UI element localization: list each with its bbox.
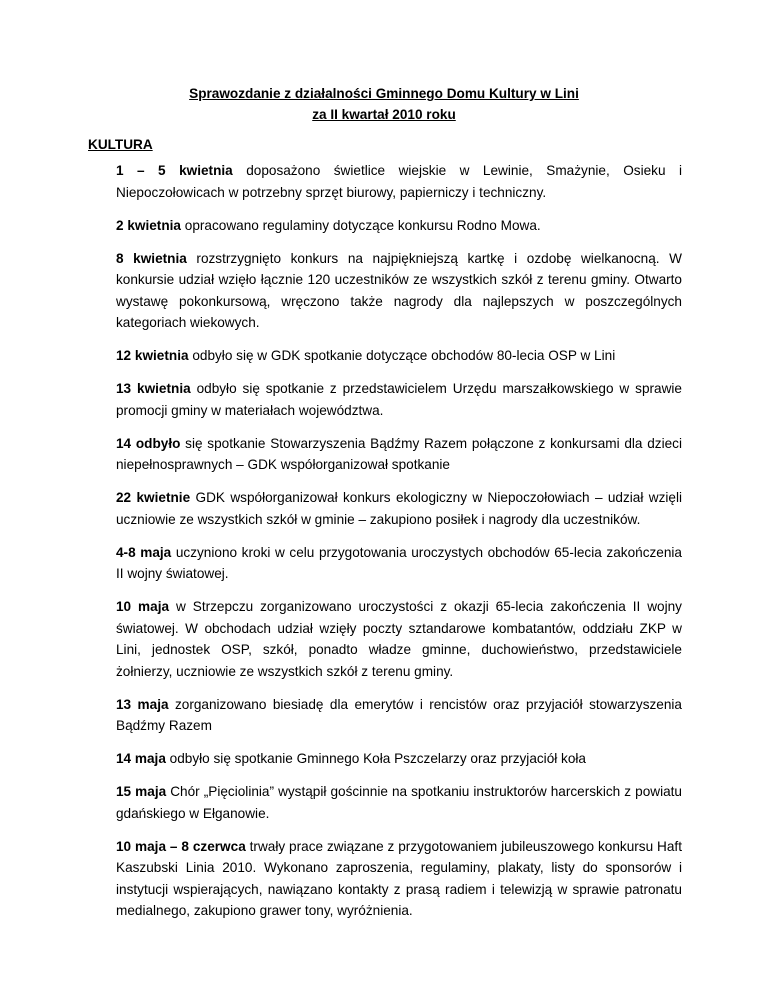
entry-text: GDK współorganizował konkurs ekologiczny w Niepoczołowiach – udział wzięli uczniowie ze wszystkich szkół w gminie – zakupiono posiłek i nagrody dla uczestników. — [116, 490, 682, 527]
entry-date: 22 kwietnie — [116, 490, 191, 505]
entry-date: 13 kwietnia — [116, 381, 191, 396]
entry-text: opracowano regulaminy dotyczące konkursu Rodno Mowa. — [180, 217, 541, 233]
entry-text: doposażono świetlice wiejskie w Lewinie, Smażynie, Osieku i Niepoczołowicach w potrzebny sprzęt biurowy, papierniczy i techniczny. — [116, 163, 682, 200]
entry — [116, 781, 682, 824]
entry-text: odbyło się spotkanie z przedstawicielem Urzędu marszałkowskiego w sprawie promocji gminy w materiałach województwa. — [116, 381, 682, 418]
document-subtitle: za II kwartał 2010 roku — [312, 107, 456, 122]
entry-date: 10 maja – 8 czerwca — [116, 838, 246, 854]
entries-list — [116, 160, 682, 933]
section-heading: KULTURA — [88, 137, 153, 152]
entry-text: uczyniono kroki w celu przygotowania uroczystych obchodów 65-lecia zakończenia II wojny światowej. — [116, 544, 682, 581]
entry-date: 1 – 5 kwietnia — [116, 163, 233, 178]
entry — [116, 378, 682, 421]
entry-date: 8 kwietnia — [116, 250, 187, 266]
entry-text: się spotkanie Stowarzyszenia Bądźmy Razem połączone z konkursami dla dzieci niepełnosprawnych – GDK współorganizował spotkanie — [116, 435, 682, 472]
entry — [116, 836, 682, 922]
entry-text: Chór „Pięciolinia” wystąpił gościnnie na spotkaniu instruktorów harcerskich z powiatu gdańskiego w Ełganowie. — [116, 784, 682, 821]
entry-date: 2 kwietnia — [116, 217, 181, 233]
entry — [116, 160, 682, 203]
entry — [116, 215, 682, 237]
entry-date: 10 maja — [116, 599, 170, 614]
entry — [116, 345, 682, 367]
entry — [116, 748, 682, 770]
entry-text: rozstrzygnięto konkurs na najpiękniejszą kartkę i ozdobę wielkanocną. W konkursie udział wzięło łącznie 120 uczestników ze wszystkich szkół z terenu gminy. Otwarto wystawę pokonkursową, wręczono także nagrody dla najlepszych w poszczególnych kategoriach wiekowych. — [116, 250, 682, 330]
entry — [116, 694, 682, 737]
entry-text: zorganizowano biesiadę dla emerytów i rencistów oraz przyjaciół stowarzyszenia Bądźmy Razem — [116, 696, 682, 733]
entry-date: 4-8 maja — [116, 544, 172, 560]
entry — [116, 542, 682, 585]
entry-date: 12 kwietnia — [116, 348, 189, 363]
entry-text: trwały prace związane z przygotowaniem jubileuszowego konkursu Haft Kaszubski Linia 2010. Wykonano zaproszenia, regulaminy, plakaty, listy do sponsorów i instytucji wspierających, nawiązano kontakty z prasą radiem i telewizją w sprawie patronatu medialnego, zakupiono grawer tony, wyróżnienia. — [116, 838, 682, 918]
entry — [116, 596, 682, 682]
entry-date: 15 maja — [116, 784, 167, 799]
entry-text: odbyło się spotkanie Gminnego Koła Pszczelarzy oraz przyjaciół koła — [165, 751, 586, 766]
entry — [116, 433, 682, 476]
entry-text: w Strzepczu zorganizowano uroczystości z okazji 65-lecia zakończenia II wojny światowej. W obchodach udział wzięły poczty sztandarowe kombatantów, oddziału ZKP w Lini, jednostek OSP, szkół, ponadto władze gminne, duchowieństwo, przedstawiciele żołnierzy, uczniowie ze wszystkich szkół z terenu gminy. — [116, 599, 682, 679]
entry-date: 14 odbyło — [116, 435, 181, 451]
document-title: Sprawozdanie z działalności Gminnego Domu Kultury w Lini — [189, 86, 579, 101]
entry-date: 14 maja — [116, 751, 166, 766]
entry-date: 13 maja — [116, 696, 169, 712]
entry — [116, 487, 682, 530]
entry-text: odbyło się w GDK spotkanie dotyczące obchodów 80-lecia OSP w Lini — [188, 348, 616, 363]
entry — [116, 248, 682, 334]
